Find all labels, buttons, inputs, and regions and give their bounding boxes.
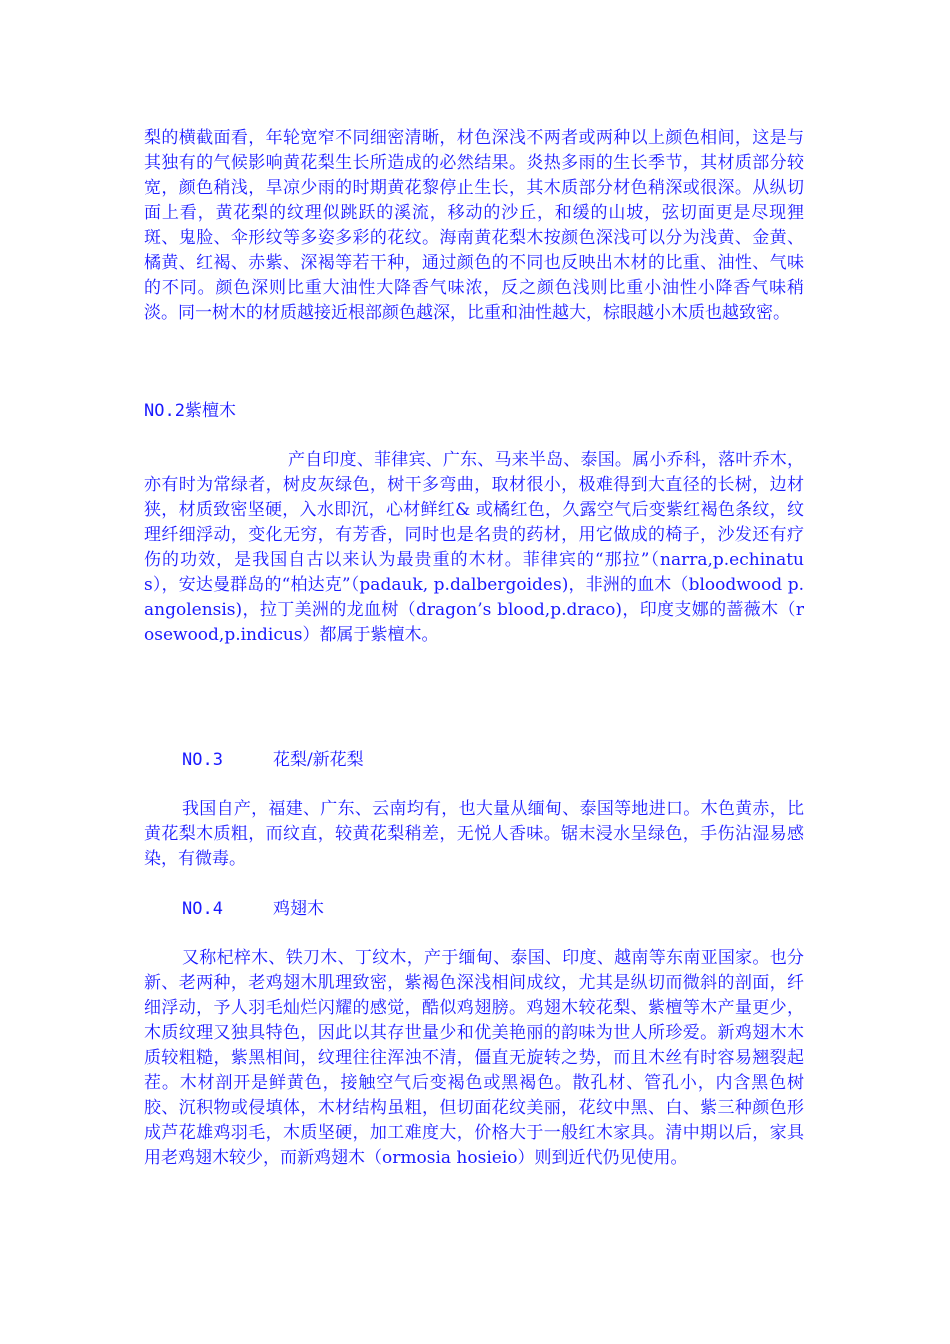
paragraph-jichi: 又称杞梓木、铁刀木、丁纹木，产于缅甸、泰国、印度、越南等东南亚国家。也分新、老两种，老鸡翅木肌理致密，紫褐色深浅相间成纹，尤其是纵切而微斜的剖面，纤细浮动，予人羽毛灿烂闪耀的感觉，酷似鸡翅膀。鸡翅木较花梨、紫檀等木产量更少，木质纹理又独具特色，因此以其存世量少和优美艳丽的韵味为世人所珍爱。新鸡翅木木质较粗糙，紫黑相间，纹理往往浑浊不清，僵直无旋转之势，而且木丝有时容易翘裂起茬。木材剖开是鲜黄色，接触空气后变褐色或黑褐色。散孔材、管孔小，内含黑色树胶、沉积物或侵填体，木材结构虽粗，但切面花纹美丽，花纹中黑、白、紫三种颜色形成芦花雄鸡羽毛，木质坚硬，加工难度大，价格大于一般红木家具。清中期以后，家具用老鸡翅木较少，而新鸡翅木（ormosia hosieio）则到近代仍见使用。 xyxy=(144,948,804,1168)
section-number: NO.4 xyxy=(182,899,223,919)
section-heading-jichi xyxy=(182,897,324,922)
section-title: 紫檀木 xyxy=(184,401,236,421)
section-number: NO.2 xyxy=(144,401,185,421)
section-title: 鸡翅木 xyxy=(272,899,324,919)
section-heading-zitan xyxy=(144,399,236,424)
section-number: NO.3 xyxy=(182,750,223,770)
paragraph-huali: 我国自产，福建、广东、云南均有，也大量从缅甸、泰国等地进口。木色黄赤，比黄花梨木质粗，而纹直，较黄花梨稍差，无悦人香味。锯末浸水呈绿色，手伤沾湿易感染，有微毒。 xyxy=(144,799,804,869)
section-heading-huali xyxy=(182,748,364,773)
paragraph-zitan: 产自印度、菲律宾、广东、马来半岛、泰国。属小乔科，落叶乔木，亦有时为常绿者，树皮灰绿色，树干多弯曲，取材很小，极难得到大直径的长树，边材狭，材质致密坚硬，入水即沉，心材鲜红& 或橘红色，久露空气后变紫红褐色条纹，纹理纤细浮动，变化无穷，有芳香，同时也是名贵的药材，用它做成的椅子，沙发还有疗伤的功效，是我国自古以来认为最贵重的木材。菲律宾的“那拉”（narra,p.echinatus），安达曼群岛的“柏达克”（padauk, p.dalbergoides)，非洲的血木（bloodwood p.angolensis)，拉丁美洲的龙血树（dragon’s blood,p.draco)，印度支娜的蔷薇木（rosewood,p.indicus）都属于紫檀木。 xyxy=(144,450,804,645)
paragraph-huanghuali-continued: 梨的横截面看，年轮宽窄不同细密清晰，材色深浅不两者或两种以上颜色相间，这是与其独有的气候影响黄花梨生长所造成的必然结果。炎热多雨的生长季节，其材质部分较宽，颜色稍浅，旱凉少雨的时期黄花黎停止生长，其木质部分材色稍深或很深。从纵切面上看，黄花梨的纹理似跳跃的溪流，移动的沙丘，和缓的山坡，弦切面更是尽现狸斑、鬼脸、伞形纹等多姿多彩的花纹。海南黄花梨木按颜色深浅可以分为浅黄、金黄、橘黄、红褐、赤紫、深褐等若干种，通过颜色的不同也反映出木材的比重、油性、气味的不同。颜色深则比重大油性大降香气味浓，反之颜色浅则比重小油性小降香气味稍淡。同一树木的材质越接近根部颜色越深，比重和油性越大，棕眼越小木质也越致密。 xyxy=(144,128,804,323)
section-title: 花梨/新花梨 xyxy=(272,750,364,770)
